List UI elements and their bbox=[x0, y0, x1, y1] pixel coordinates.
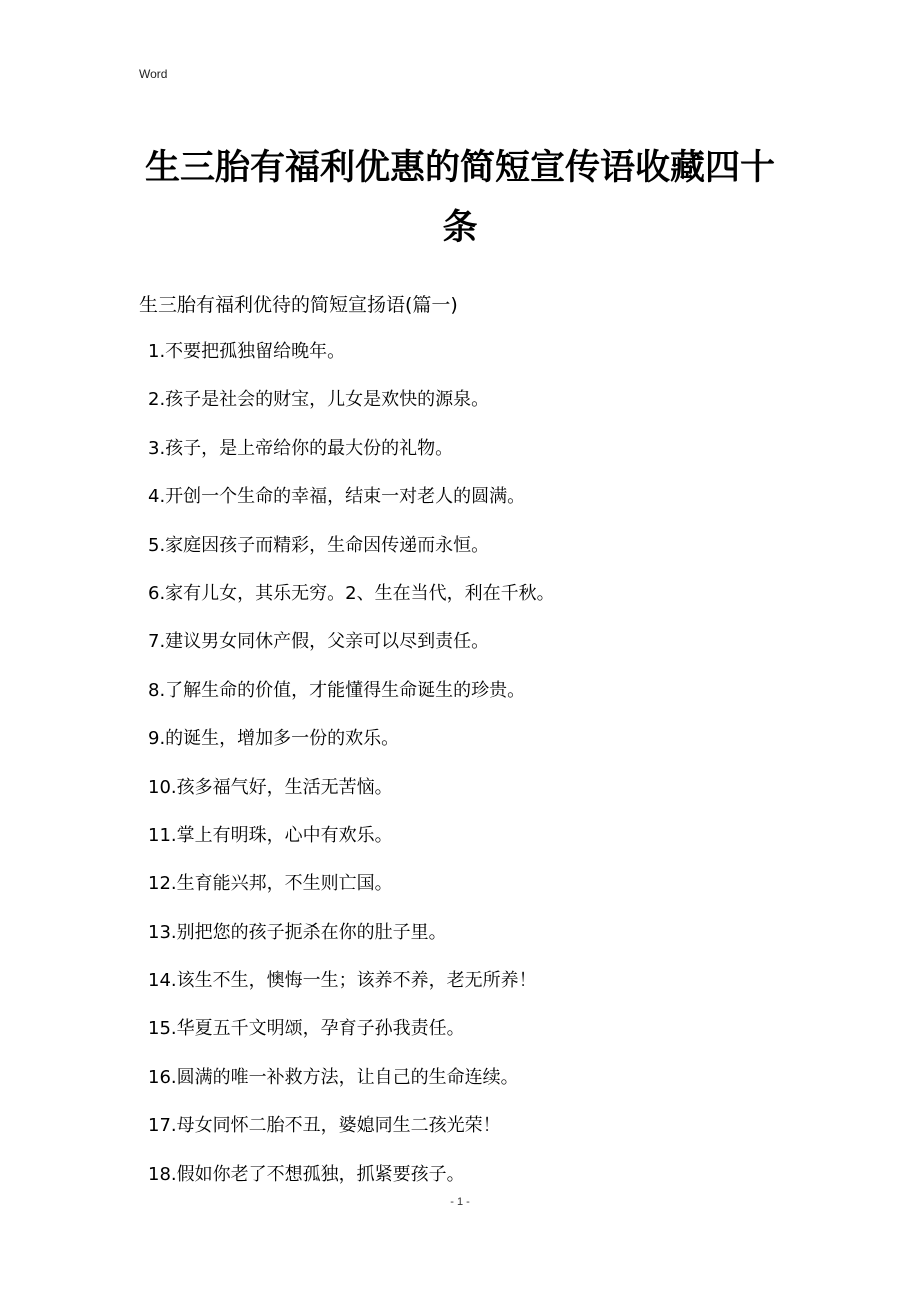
list-item: 4.开创一个生命的幸福，结束一对老人的圆满。 bbox=[148, 486, 526, 508]
list-item: 9.的诞生，增加多一份的欢乐。 bbox=[148, 728, 400, 750]
document-title: 生三胎有福利优惠的简短宣传语收藏四十条 bbox=[144, 148, 775, 248]
list-item: 7.建议男女同休产假，父亲可以尽到责任。 bbox=[148, 631, 490, 653]
list-item: 2.孩子是社会的财宝，儿女是欢快的源泉。 bbox=[148, 389, 490, 411]
list-item: 5.家庭因孩子而精彩，生命因传递而永恒。 bbox=[148, 534, 490, 556]
list-item: 10.孩多福气好，生活无苦恼。 bbox=[148, 776, 393, 798]
list-item: 11.掌上有明珠，心中有欢乐。 bbox=[148, 824, 393, 846]
section-heading: 生三胎有福利优待的简短宣扬语(篇一) bbox=[139, 294, 458, 316]
list-item: 17.母女同怀二胎不丑，婆媳同生二孩光荣！ bbox=[148, 1115, 501, 1137]
list-item: 15.华夏五千文明颂，孕育子孙我责任。 bbox=[148, 1018, 465, 1040]
list-item: 8.了解生命的价值，才能懂得生命诞生的珍贵。 bbox=[148, 679, 526, 701]
slogan-list bbox=[148, 337, 555, 1208]
list-item: 3.孩子，是上帝给你的最大份的礼物。 bbox=[148, 437, 454, 459]
list-item: 6.家有儿女，其乐无穷。2、生在当代，利在千秋。 bbox=[148, 582, 555, 604]
page-number: - 1 - bbox=[450, 1196, 470, 1208]
list-item: 13.别把您的孩子扼杀在你的肚子里。 bbox=[148, 921, 447, 943]
list-item: 1.不要把孤独留给晚年。 bbox=[148, 341, 346, 362]
list-item: 14.该生不生，懊悔一生；该养不养，老无所养！ bbox=[148, 970, 537, 992]
list-item: 18.假如你老了不想孤独，抓紧要孩子。 bbox=[148, 1163, 465, 1185]
header-app-label: Word bbox=[139, 67, 168, 81]
list-item: 16.圆满的唯一补救方法，让自己的生命连续。 bbox=[148, 1066, 519, 1088]
list-item: 12.生育能兴邦，不生则亡国。 bbox=[148, 873, 393, 895]
